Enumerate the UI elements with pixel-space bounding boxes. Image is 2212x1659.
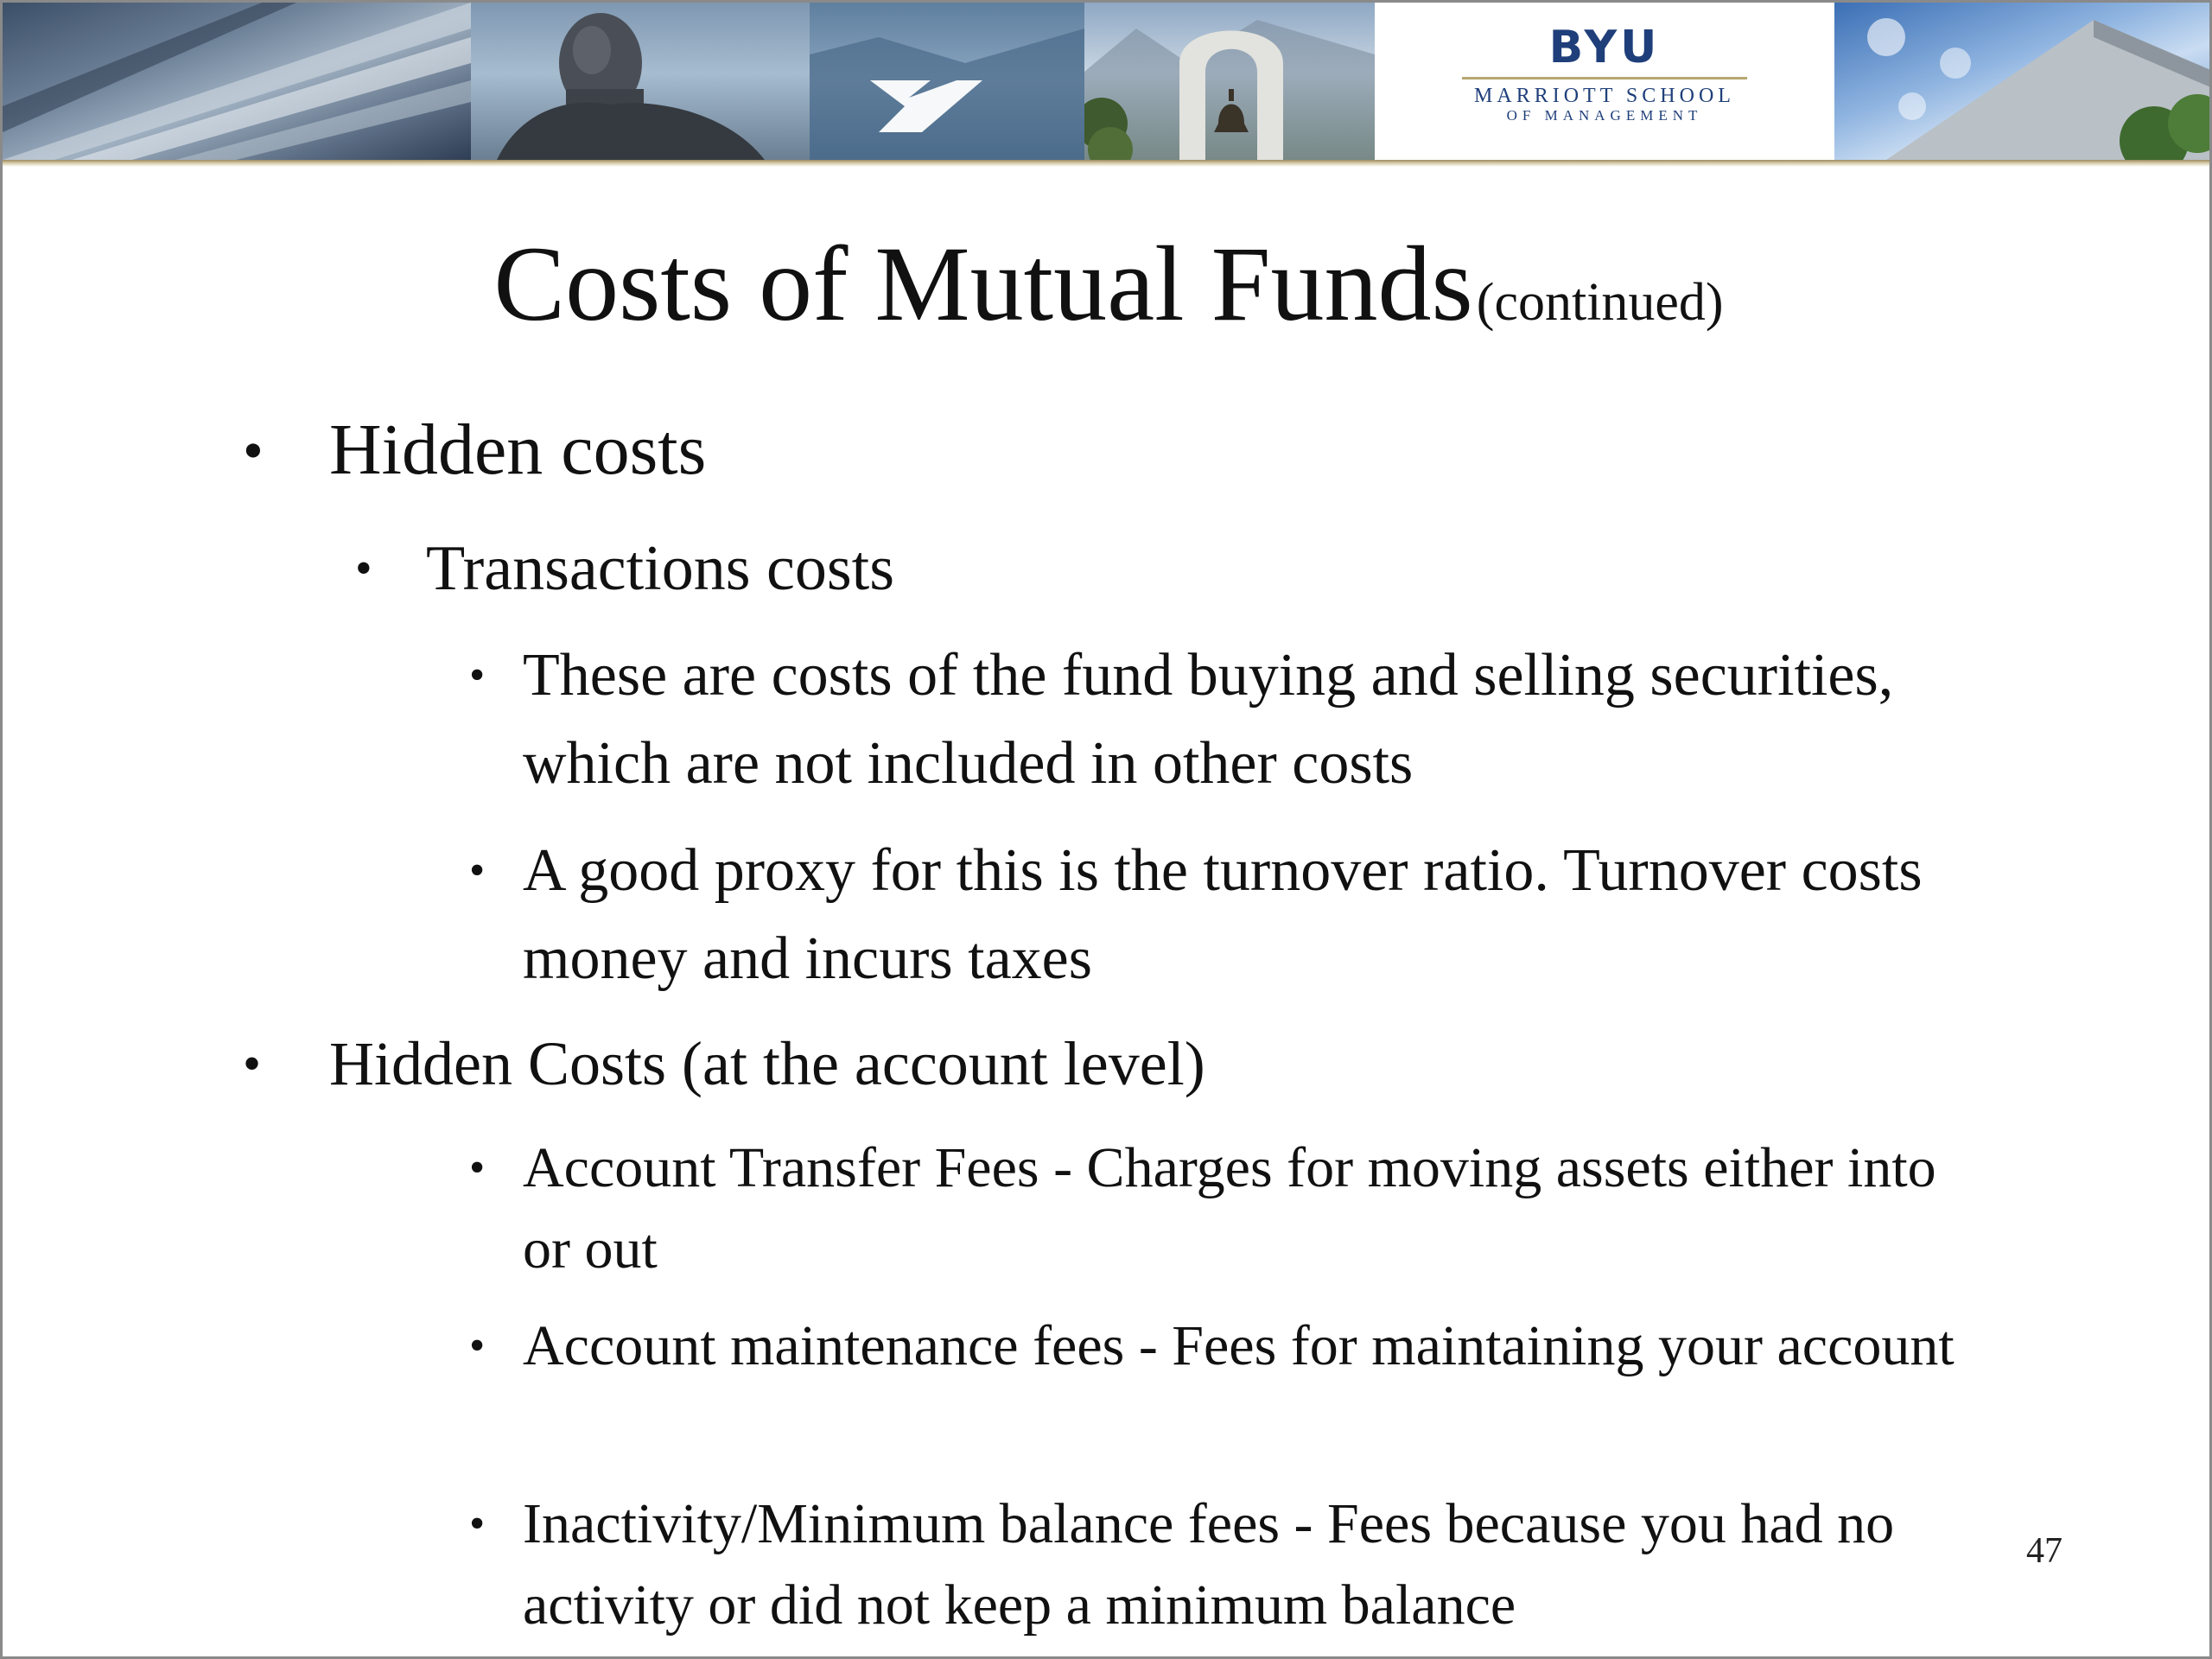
bullet-marker: •: [469, 651, 486, 700]
slide-title-suffix: (continued): [1476, 273, 1724, 332]
bullet-text: These are costs of the fund buying and selling securities, which are not included in other costs: [523, 642, 1894, 797]
bullet-level3: [469, 1128, 1974, 1290]
banner-photo-building-lines: [3, 3, 471, 160]
bullet-level3: [469, 1484, 1974, 1646]
page-number: 47: [2026, 1531, 2063, 1571]
header-banner: [3, 3, 2212, 160]
bullet-marker: •: [243, 417, 264, 483]
slide-title-main: Costs of Mutual Funds: [493, 225, 1473, 343]
logo-rule: [1462, 77, 1747, 79]
bullet-text: Account Transfer Fees - Charges for moving assets either into or out: [523, 1136, 1936, 1281]
byu-marriott-logo: [1375, 23, 1834, 124]
logo-byu-text: BYU: [1548, 22, 1661, 73]
bullet-marker: •: [469, 846, 486, 895]
logo-school-text: MARRIOTT SCHOOL: [1474, 85, 1735, 107]
bullet-marker: •: [355, 542, 372, 595]
bullet-level1: [243, 407, 1971, 493]
statue-image: [471, 3, 810, 160]
banner-logo-panel: [1375, 3, 1834, 160]
banner-photo-bell-tower: [1084, 3, 1375, 160]
banner-photo-y-mountain: [810, 3, 1084, 160]
bullet-text: Hidden costs: [329, 410, 707, 490]
bullet-level3: [469, 632, 1974, 808]
bullet-text: Inactivity/Minimum balance fees - Fees because you had no activity or did not keep a minimum balance: [523, 1492, 1895, 1637]
slide-title: [3, 223, 2212, 346]
bullet-marker: •: [469, 1499, 486, 1548]
bullet-marker: •: [469, 1321, 486, 1370]
logo-management-text: OF MANAGEMENT: [1506, 107, 1703, 124]
bullet-level3: [469, 1306, 1974, 1387]
bullet-text: Transactions costs: [426, 533, 894, 604]
y-mountain-image: [810, 3, 1084, 160]
banner-photo-statue: [471, 3, 810, 160]
bullet-text: Hidden Costs (at the account level): [329, 1029, 1205, 1098]
building-sky-image: [1834, 3, 2212, 160]
building-lines-image: [3, 3, 471, 160]
bullet-marker: •: [469, 1143, 486, 1192]
bullet-level3: [469, 827, 1974, 1003]
banner-divider: [3, 160, 2212, 167]
banner-photo-building-sky: [1834, 3, 2212, 160]
bullet-marker: •: [243, 1035, 262, 1092]
bullet-level2: [355, 528, 1981, 609]
bell-tower-image: [1084, 3, 1375, 160]
bullet-text: Account maintenance fees - Fees for maintaining your account: [523, 1314, 1955, 1377]
bullet-level1: [243, 1022, 1971, 1105]
bullet-text: A good proxy for this is the turnover ratio. Turnover costs money and incurs taxes: [523, 837, 1923, 992]
